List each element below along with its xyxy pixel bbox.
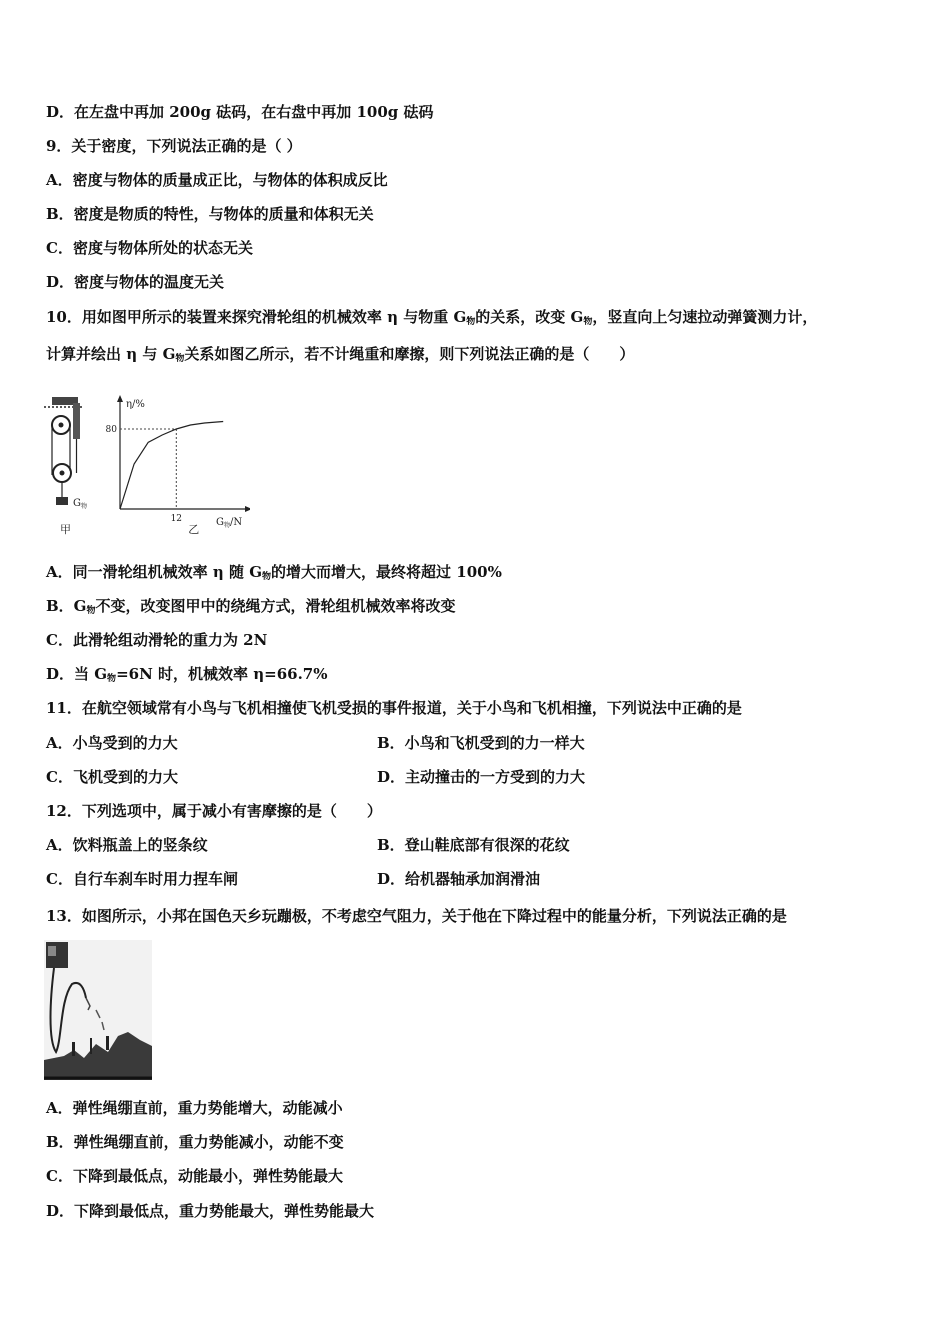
x-tick-12: 12 bbox=[170, 514, 183, 524]
q11-option-a: A．小鸟受到的力大 bbox=[46, 734, 178, 752]
label-yi: 乙 bbox=[188, 523, 200, 536]
q10-stem-line1: 10．用如图甲所示的装置来探究滑轮组的机械效率 η 与物重 $G_物$的关系，改变 $G_物$，竖直向上匀速拉动弹簧测力计， bbox=[46, 308, 818, 327]
q13-stem: 13．如图所示，小邦在国色天乡玩蹦极，不考虑空气阻力，关于他在下降过程中的能量分析，下列说法正确的是 bbox=[46, 907, 787, 925]
q9-option-c: C．密度与物体所处的状态无关 bbox=[46, 239, 253, 257]
q13-option-d: D．下降到最低点，重力势能最大，弹性势能最大 bbox=[46, 1202, 375, 1220]
q9-option-a: A．密度与物体的质量成正比，与物体的体积成反比 bbox=[46, 171, 388, 189]
q12-option-a: A．饮料瓶盖上的竖条纹 bbox=[46, 836, 208, 854]
q10-option-c: C．此滑轮组动滑轮的重力为 2N bbox=[46, 631, 268, 649]
q12-option-c: C．自行车刹车时用力捏车闸 bbox=[46, 870, 238, 888]
q9-stem: 9．关于密度，下列说法正确的是（ ） bbox=[46, 137, 302, 155]
q9-option-b: B．密度是物质的特性，与物体的质量和体积无关 bbox=[46, 205, 374, 223]
q11-option-d: D．主动撞击的一方受到的力大 bbox=[377, 768, 586, 786]
y-tick-80: 80 bbox=[105, 425, 117, 435]
q10-option-d: D．当 $G_物=6N$ 时，机械效率 η=66.7% bbox=[46, 665, 328, 684]
q12-stem: 12．下列选项中，属于减小有害摩擦的是（ ） bbox=[46, 802, 382, 820]
q13-option-b: B．弹性绳绷直前，重力势能减小，动能不变 bbox=[46, 1133, 344, 1151]
q11-stem: 11．在航空领域常有小鸟与飞机相撞使飞机受损的事件报道，关于小鸟和飞机相撞，下列说法中正确的是 bbox=[46, 699, 742, 717]
q13-option-c: C．下降到最低点，动能最小，弹性势能最大 bbox=[46, 1167, 343, 1185]
pulley-apparatus bbox=[44, 397, 87, 536]
y-axis-arrow bbox=[117, 395, 123, 402]
q10-option-a: A．同一滑轮组机械效率 η 随 $G_物$的增大而增大，最终将超过 100% bbox=[46, 563, 502, 582]
q10-figure bbox=[40, 385, 250, 540]
q11-option-c: C．飞机受到的力大 bbox=[46, 768, 178, 786]
efficiency-curve bbox=[120, 422, 223, 510]
label-jia: 甲 bbox=[60, 523, 71, 536]
q11-option-b: B．小鸟和飞机受到的力一样大 bbox=[377, 734, 585, 752]
weight-label: $G_物$ bbox=[73, 498, 88, 510]
y-axis-label: η/% bbox=[126, 399, 145, 410]
q9-option-d: D．密度与物体的温度无关 bbox=[46, 273, 225, 291]
q13-option-a: A．弹性绳绷直前，重力势能增大，动能减小 bbox=[46, 1099, 343, 1117]
x-axis-arrow bbox=[245, 506, 250, 512]
x-axis-label: $G_物/N$ bbox=[216, 517, 243, 529]
q12-option-d: D．给机器轴承加润滑油 bbox=[377, 870, 541, 888]
q12-option-b: B．登山鞋底部有很深的花纹 bbox=[377, 836, 570, 854]
bungee-photo bbox=[44, 940, 152, 1080]
q10-option-b: B．$G_物$不变，改变图甲中的绕绳方式，滑轮组机械效率将改变 bbox=[46, 597, 456, 616]
efficiency-chart bbox=[106, 395, 250, 536]
q8-option-d: D．在左盘中再加 200g 砝码，在右盘中再加 100g 砝码 bbox=[46, 103, 434, 121]
q10-stem-line2: 计算并绘出 η 与 $G_物$关系如图乙所示，若不计绳重和摩擦，则下列说法正确的是（ ） bbox=[46, 345, 635, 364]
